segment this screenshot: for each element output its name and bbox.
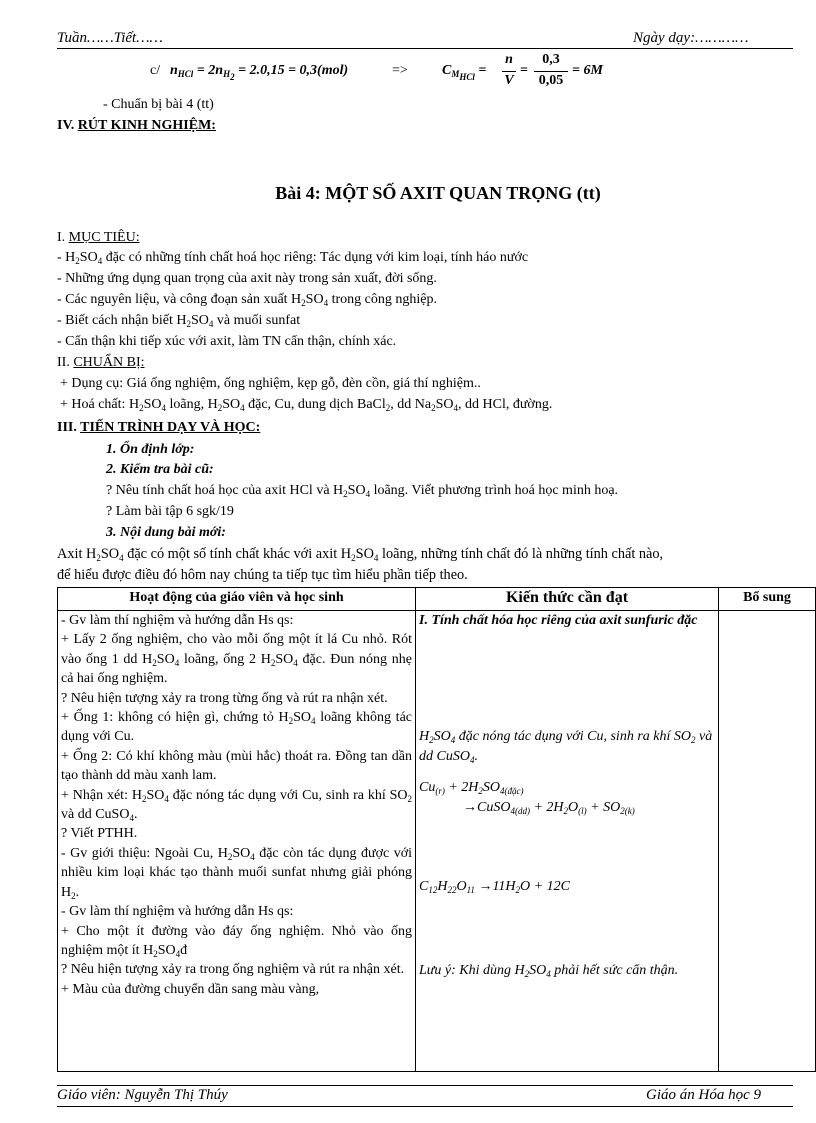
- formula-result: = 6M: [572, 63, 603, 78]
- tien-trinh-heading: III. TIẾN TRÌNH DẠY VÀ HỌC:: [57, 420, 261, 435]
- col-header-activities: Hoạt động của giáo viên và học sinh: [58, 588, 416, 611]
- lesson-table: [57, 587, 816, 1072]
- equation-cu: $Cu_{(r)} + 2H_2SO_{4(đặc)}$: [419, 780, 524, 797]
- step-3: 3. Nội dung bài mới:: [106, 525, 226, 540]
- chuan-bi-heading: II. CHUẨN BỊ:: [57, 355, 145, 370]
- review-question-1: ? Nêu tính chất hoá học của axit HCl và $H_2SO_4$ loãng. Viết phương trình hoá học minh hoạ.: [106, 483, 619, 499]
- col-header-knowledge: Kiến thức cần đạt: [416, 588, 719, 611]
- formula-line: c/ $n_{HCl} = 2n_{H_2} = 2.0,15 = 0,3(mol)$ => $C_{M_{HCl}}$ = n V = 0,3 0,05 = 6M: [150, 52, 603, 88]
- header-rule: [57, 48, 793, 49]
- objective-4: - Biết cách nhận biết $H_2SO_4$ và muối sunfat: [57, 313, 301, 329]
- review-question-2: ? Làm bài tập 6 sgk/19: [106, 504, 234, 519]
- safety-note: Lưu ý: Khi dùng $H_2SO_4$ phải hết sức cẩn thận.: [419, 963, 679, 980]
- step-1: 1. Ổn định lớp:: [106, 442, 195, 457]
- supplement-cell: [719, 611, 816, 1072]
- frac1-num: n: [505, 52, 513, 67]
- frac2-den: 0,05: [538, 73, 564, 88]
- formula-moles: $n_{HCl} = 2n_{H_2} = 2.0,15 = 0,3(mol)$: [170, 63, 349, 82]
- section-4-heading: IV. RÚT KINH NGHIỆM:: [57, 118, 216, 133]
- objective-5: - Cẩn thận khi tiếp xúc với axit, làm TN cẩn thận, chính xác.: [57, 334, 397, 349]
- lesson-title: Bài 4: MỘT SỐ AXIT QUAN TRỌNG (tt): [275, 183, 601, 203]
- footer-rule: [57, 1085, 793, 1086]
- frac1-den: V: [504, 73, 514, 88]
- chemicals-list: + Hoá chất: $H_2SO_4$ loãng, $H_2SO_4$ đặc, Cu, dung dịch BaCl$_2$, dd $Na_2SO_4$, dd HCl, đường.: [60, 397, 553, 413]
- knowledge-heading: I. Tính chất hóa học riêng của axit sunfuric đặc: [419, 613, 698, 628]
- frac2-num: 0,3: [542, 52, 560, 67]
- fact-cu-reaction: $H_2SO_4$ đặc nóng tác dụng với Cu, sinh ra khí $SO_2$ và dd CuSO$_4$.: [419, 729, 713, 765]
- header-week-period: Tuần……Tiết……: [57, 30, 163, 46]
- equation-sugar: $C_{12}H_{22}O_{11} \to 11H_2O + 12C$: [419, 879, 570, 896]
- activities-cell: - Gv làm thí nghiệm và hướng dẫn Hs qs: + Lấy 2 ống nghiệm, cho vào mỗi ống một ít lá Cu nhỏ. Rót vào ống 1 dd $H_2SO_4$ loãng, ống 2 $H_2SO_4$ đặc. Đun nóng nhẹ cả hai ống nghiệm. ? Nêu hiện tượng xảy ra trong từng ống và rút ra nhận xét. + Ống 1: không có hiện gì, chứng tỏ $H_2SO_4$ loãng không tác dụng với Cu. + Ống 2: Có khí không màu (mùi hắc) thoát ra. Đồng tan dần tạo thành dd màu xanh lam. + Nhận xét: $H_2SO_4$ đặc nóng tác dụng với Cu, sinh ra khí $SO_2$ và dd CuSO$_4$. ? Viết PTHH. - Gv giới thiệu: Ngoài Cu, $H_2SO_4$ đặc còn tác dụng được với nhiều kim loại khác tạo thành muối sunfat nhưng giải phóng $H_2$. - Gv làm thí nghiệm và hướng dẫn Hs qs: + Cho một ít đường vào đáy ống nghiệm. Nhỏ vào ống nghiệm một ít $H_2SO_4đ$ ? Nêu hiện tượng xảy ra trong ống nghiệm và rút ra nhận xét. + Màu của đường chuyển dần sang màu vàng,: [58, 611, 416, 1072]
- table-header-row: [58, 588, 816, 611]
- equation-cu-products: →CuSO$_{4(dd)}$ + $2H_2O_{(l)} + SO_{2(k)}$: [463, 799, 635, 816]
- header-teaching-date: Ngày dạy:…………: [633, 30, 749, 46]
- table-row: [58, 611, 816, 1072]
- equipment-list: + Dụng cụ: Giá ống nghiệm, ống nghiệm, kẹp gỗ, đèn cồn, giá thí nghiệm..: [60, 376, 481, 391]
- knowledge-cell: [416, 611, 719, 1072]
- intro-line-1: Axit $H_2SO_4$ đặc có một số tính chất khác với axit $H_2SO_4$ loãng, những tính chất đó là những tính chất nào,: [57, 546, 664, 563]
- muc-tieu-heading: I. MỤC TIÊU:: [57, 230, 140, 245]
- col-header-supplement: Bổ sung: [719, 588, 816, 611]
- step-2: 2. Kiểm tra bài cũ:: [106, 462, 214, 477]
- intro-line-2: để hiểu được điều đó hôm nay chúng ta tiếp tục tìm hiểu phần tiếp theo.: [57, 567, 468, 583]
- prep-next: - Chuẩn bị bài 4 (tt): [103, 97, 214, 112]
- footer-course: Giáo án Hóa học 9: [646, 1087, 761, 1103]
- footer-teacher: Giáo viên: Nguyễn Thị Thúy: [57, 1087, 228, 1103]
- objective-2: - Những ứng dụng quan trọng của axit này trong sản xuất, đời sống.: [57, 271, 437, 286]
- formula-cm: $C_{M_{HCl}}$ =: [442, 63, 487, 82]
- objective-1: - $H_2SO_4$ đặc có những tính chất hoá học riêng: Tác dụng với kim loại, tính háo nước: [57, 250, 529, 266]
- objective-3: - Các nguyên liệu, và công đoạn sản xuất $H_2SO_4$ trong công nghiệp.: [57, 292, 437, 308]
- footer-bottom-rule: [57, 1106, 793, 1107]
- formula-label: c/: [150, 63, 161, 78]
- formula-arrow: =>: [392, 63, 408, 78]
